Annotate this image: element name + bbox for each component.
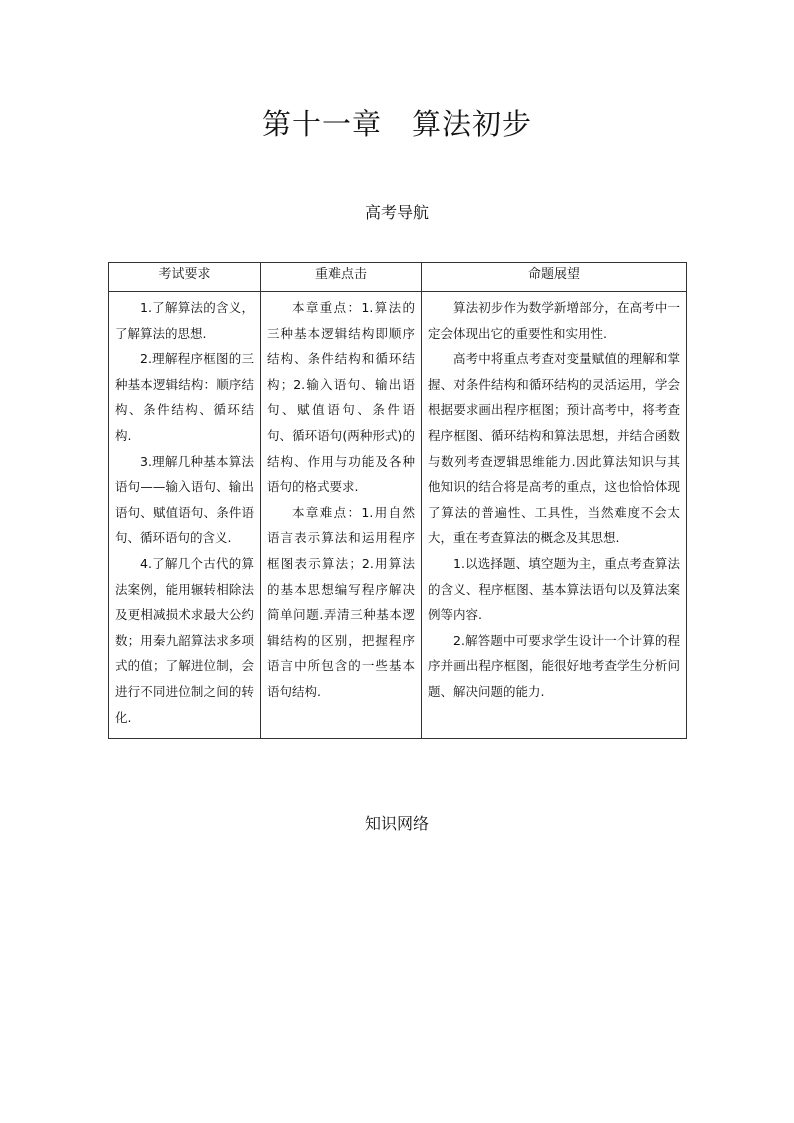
paragraph: 算法初步作为数学新增部分，在高考中一定会体现出它的重要性和实用性. bbox=[428, 300, 680, 341]
chapter-title: 第十一章 算法初步 bbox=[261, 107, 532, 141]
paragraph: 1.了解算法的含义，了解算法的思想. bbox=[115, 300, 254, 341]
paragraph: 高考中将重点考查对变量赋值的理解和掌握、对条件结构和循环结构的灵活运用，学会根据要求画出程序框图；预计高考中，将考查程序框图、循环结构和算法思想，并结合函数与数列考查逻辑思维能力.因此算法知识与其他知识的结合将是高考的重点，这也恰恰体现了算法的普遍性、工具性，当然难度不会太大，重在考查算法的概念及其思想. bbox=[428, 351, 680, 546]
table-header-row bbox=[109, 263, 687, 292]
header-exam-outlook: 命题展望 bbox=[422, 263, 687, 292]
section-title-exam-guide: 高考导航 bbox=[364, 203, 429, 222]
cell-exam-requirements bbox=[109, 292, 261, 739]
paragraph: 1.以选择题、填空题为主，重点考查算法的含义、程序框图、基本算法语句以及算法案例等内容. bbox=[428, 555, 680, 623]
table-row bbox=[109, 292, 687, 739]
section-title-knowledge-network: 知识网络 bbox=[364, 814, 429, 833]
cell-key-difficulties bbox=[261, 292, 422, 739]
paragraph: 本章难点：1.用自然语言表示算法和运用程序框图表示算法；2.用算法的基本思想编写程序解决简单问题.弄清三种基本逻辑结构的区别，把握程序语言中所包含的一些基本语句结构. bbox=[267, 504, 415, 699]
header-exam-requirements: 考试要求 bbox=[109, 263, 261, 292]
exam-guide-table bbox=[108, 262, 687, 739]
paragraph: 2.理解程序框图的三种基本逻辑结构：顺序结构、条件结构、循环结构. bbox=[115, 351, 254, 443]
paragraph: 2.解答题中可要求学生设计一个计算的程序并画出程序框图，能很好地考查学生分析问题、解决问题的能力. bbox=[428, 632, 680, 699]
paragraph: 4.了解几个古代的算法案例，能用辗转相除法及更相减损术求最大公约数；用秦九韶算法求多项式的值；了解进位制，会进行不同进位制之间的转化. bbox=[115, 555, 254, 725]
cell-exam-outlook bbox=[422, 292, 687, 739]
paragraph: 3.理解几种基本算法语句——输入语句、输出语句、赋值语句、条件语句、循环语句的含义. bbox=[115, 453, 254, 546]
header-key-difficulties: 重难点击 bbox=[261, 263, 422, 292]
paragraph: 本章重点：1.算法的三种基本逻辑结构即顺序结构、条件结构和循环结构；2.输入语句、输出语句、赋值语句、条件语句、循环语句(两种形式)的结构、作用与功能及各种语句的格式要求. bbox=[267, 300, 415, 495]
